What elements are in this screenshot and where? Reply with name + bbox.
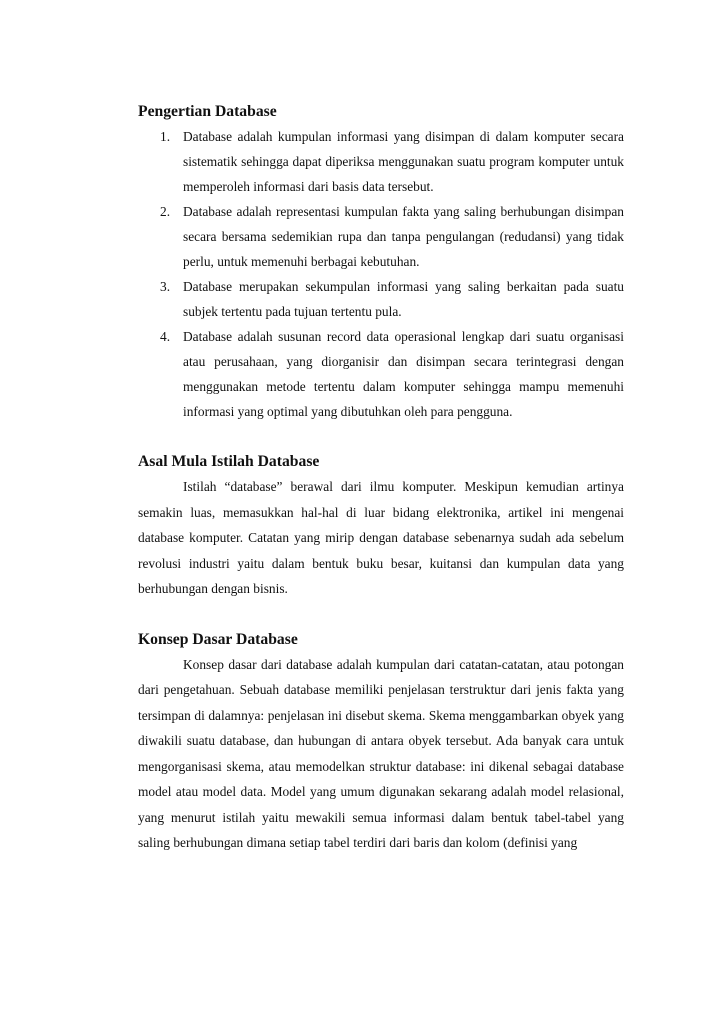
document-page bbox=[138, 100, 624, 856]
section-spacer bbox=[138, 424, 624, 450]
section-spacer bbox=[138, 602, 624, 628]
list-number: 1. bbox=[160, 129, 171, 144]
paragraph-konsep-dasar: Konsep dasar dari database adalah kumpulan dari catatan-catatan, atau potongan dari pengetahuan. Sebuah database memiliki penjelasan terstruktur dari jenis fakta yang tersimpan di dalamnya: penjelasan ini disebut skema. Skema menggambarkan obyek yang diwakili suatu database, dan hubungan di antara obyek tersebut. Ada banyak cara untuk mengorganisasi skema, atau memodelkan struktur database: ini dikenal sebagai database model atau model data. Model yang umum digunakan sekarang adalah model relasional, yang menurut istilah yaitu mewakili semua informasi dalam bentuk tabel-tabel yang saling berhubungan dimana setiap tabel terdiri dari baris dan kolom (definisi yang bbox=[138, 656, 624, 850]
list-item-text: Database adalah susunan record data operasional lengkap dari suatu organisasi atau perusahaan, yang diorganisir dan disimpan secara terintegrasi dengan menggunakan metode tertentu dalam komputer sehingga mampu memenuhi informasi yang optimal yang dibutuhkan oleh para pengguna. bbox=[183, 329, 624, 419]
list-number: 3. bbox=[160, 279, 171, 294]
list-item bbox=[138, 124, 624, 199]
paragraph-asal-mula: Istilah “database” berawal dari ilmu komputer. Meskipun kemudian artinya semakin luas, memasukkan hal-hal di luar bidang elektronika, artikel ini mengenai database komputer. Catatan yang mirip dengan database sebenarnya sudah ada sebelum revolusi industri yaitu dalam bentuk buku besar, kuitansi dan kumpulan data yang berhubungan dengan bisnis. bbox=[138, 479, 624, 596]
list-item bbox=[138, 274, 624, 324]
list-item bbox=[138, 199, 624, 274]
list-item-text: Database adalah representasi kumpulan fakta yang saling berhubungan disimpan secara bersama sedemikian rupa dan tanpa pengulangan (redudansi) yang tidak perlu, untuk memenuhi berbagai kebutuhan. bbox=[183, 204, 624, 269]
list-item bbox=[138, 324, 624, 424]
list-number: 4. bbox=[160, 329, 171, 344]
section-title-asal-mula: Asal Mula Istilah Database bbox=[138, 453, 320, 470]
section-title-konsep-dasar: Konsep Dasar Database bbox=[138, 630, 298, 648]
list-number: 2. bbox=[160, 204, 171, 219]
list-item-text: Database adalah kumpulan informasi yang disimpan di dalam komputer secara sistematik sehingga dapat diperiksa menggunakan suatu program komputer untuk memperoleh informasi dari basis data tersebut. bbox=[183, 129, 624, 194]
section-title-pengertian: Pengertian Database bbox=[138, 103, 277, 120]
list-item-text: Database merupakan sekumpulan informasi yang saling berkaitan pada suatu subjek tertentu pada tujuan tertentu pula. bbox=[183, 279, 624, 319]
definition-list bbox=[138, 124, 624, 424]
